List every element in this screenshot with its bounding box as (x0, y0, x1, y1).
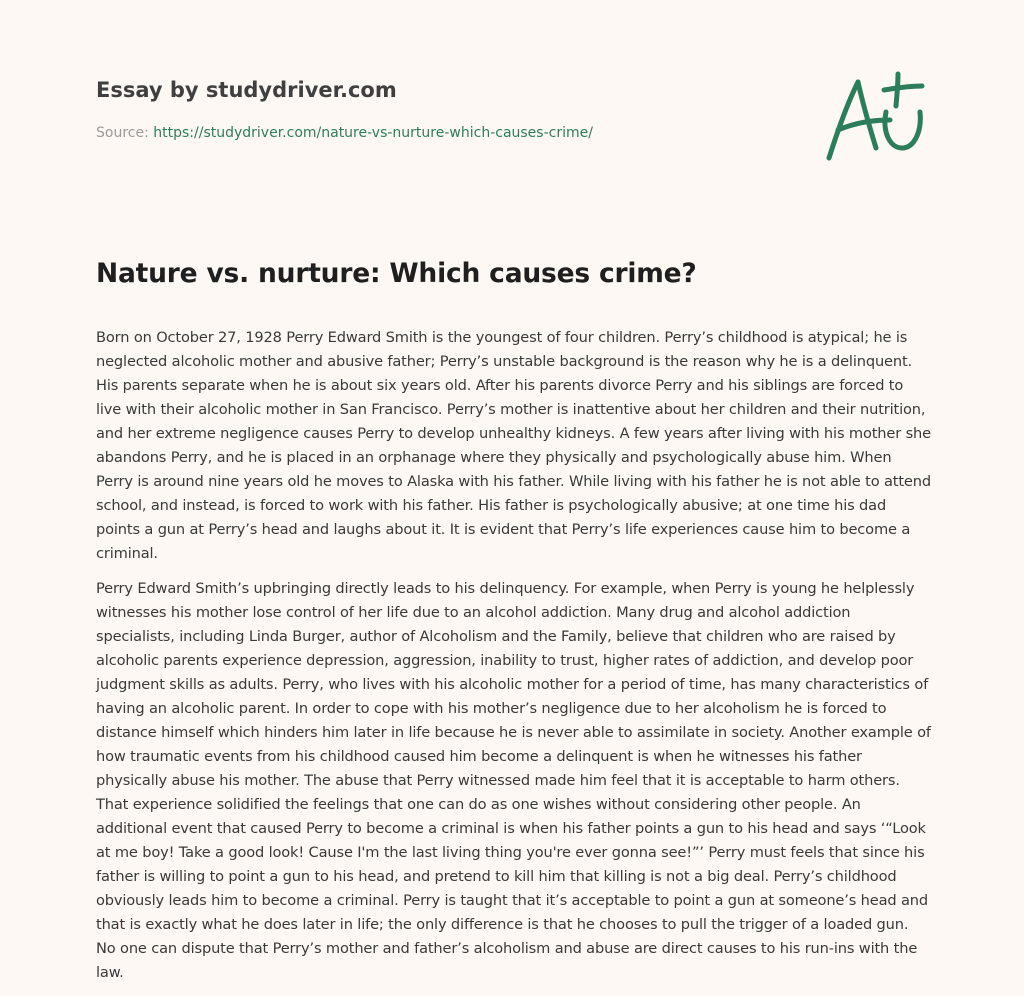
source-label: Source: (96, 125, 149, 141)
a-plus-logo-icon (822, 66, 928, 164)
brand-title: Essay by studydriver.com (96, 78, 397, 102)
essay-paragraph: Born on October 27, 1928 Perry Edward Smith is the youngest of four children. Perry’s childhood is atypical; he is neglected alcoholic mother and abusive father; Perry’s unstable background is the reason why he is a delinquent. His parents separate when he is about six years old. After his parents divorce Perry and his siblings are forced to live with their alcoholic mother in San Francisco. Perry’s mother is inattentive about her children and their nutrition, and her extreme negligence causes Perry to develop unhealthy kidneys. A few years after living with his mother she abandons Perry, and he is placed in an orphanage where they physically and psychologically abuse him. When Perry is around nine years old he moves to Alaska with his father. While living with his father he is not able to attend school, and instead, is forced to work with his father. His father is psychologically abusive; at one time his dad points a gun at Perry’s head and laughs about it. It is evident that Perry’s life experiences cause him to become a criminal. (96, 329, 931, 562)
source-line (96, 123, 856, 143)
source-link[interactable]: https://studydriver.com/nature-vs-nurture-which-causes-crime/ (153, 125, 593, 141)
page-title: Nature vs. nurture: Which causes crime? (96, 258, 697, 289)
essay-header (96, 76, 856, 143)
essay-paragraph: Perry Edward Smith’s upbringing directly leads to his delinquency. For example, when Perry is young he helplessly witnesses his mother lose control of her life due to an alcohol addiction. Many drug and alcohol addiction specialists, including Linda Burger, author of Alcoholism and the Family, believe that children who are raised by alcoholic parents experience depression, aggression, inability to trust, higher rates of addiction, and develop poor judgment skills as adults. Perry, who lives with his alcoholic mother for a period of time, has many characteristics of having an alcoholic parent. In order to cope with his mother’s negligence due to her alcoholism he is forced to distance himself which hinders him later in life because he is never able to assimilate in society. Another example of how traumatic events from his childhood caused him become a delinquent is when he witnesses his father physically abuse his mother. The abuse that Perry witnessed made him feel that it is acceptable to harm others. That experience solidified the feelings that one can do as one wishes without considering other people. An additional event that caused Perry to become a criminal is when his father points a gun to his head and says ‘“Look at me boy! Take a good look! Cause I'm the last living thing you're ever gonna see!”’ Perry must feels that since his father is willing to point a gun to his head, and pretend to kill him that killing is not a big deal. Perry’s childhood obviously leads him to become a criminal. Perry is taught that it’s acceptable to point a gun at someone’s head and that is exactly what he does later in life; the only difference is that he chooses to pull the trigger of a loaded gun. No one can dispute that Perry’s mother and father’s alcoholism and abuse are direct causes to his run-ins with the law. (96, 580, 931, 981)
essay-body (96, 326, 932, 996)
